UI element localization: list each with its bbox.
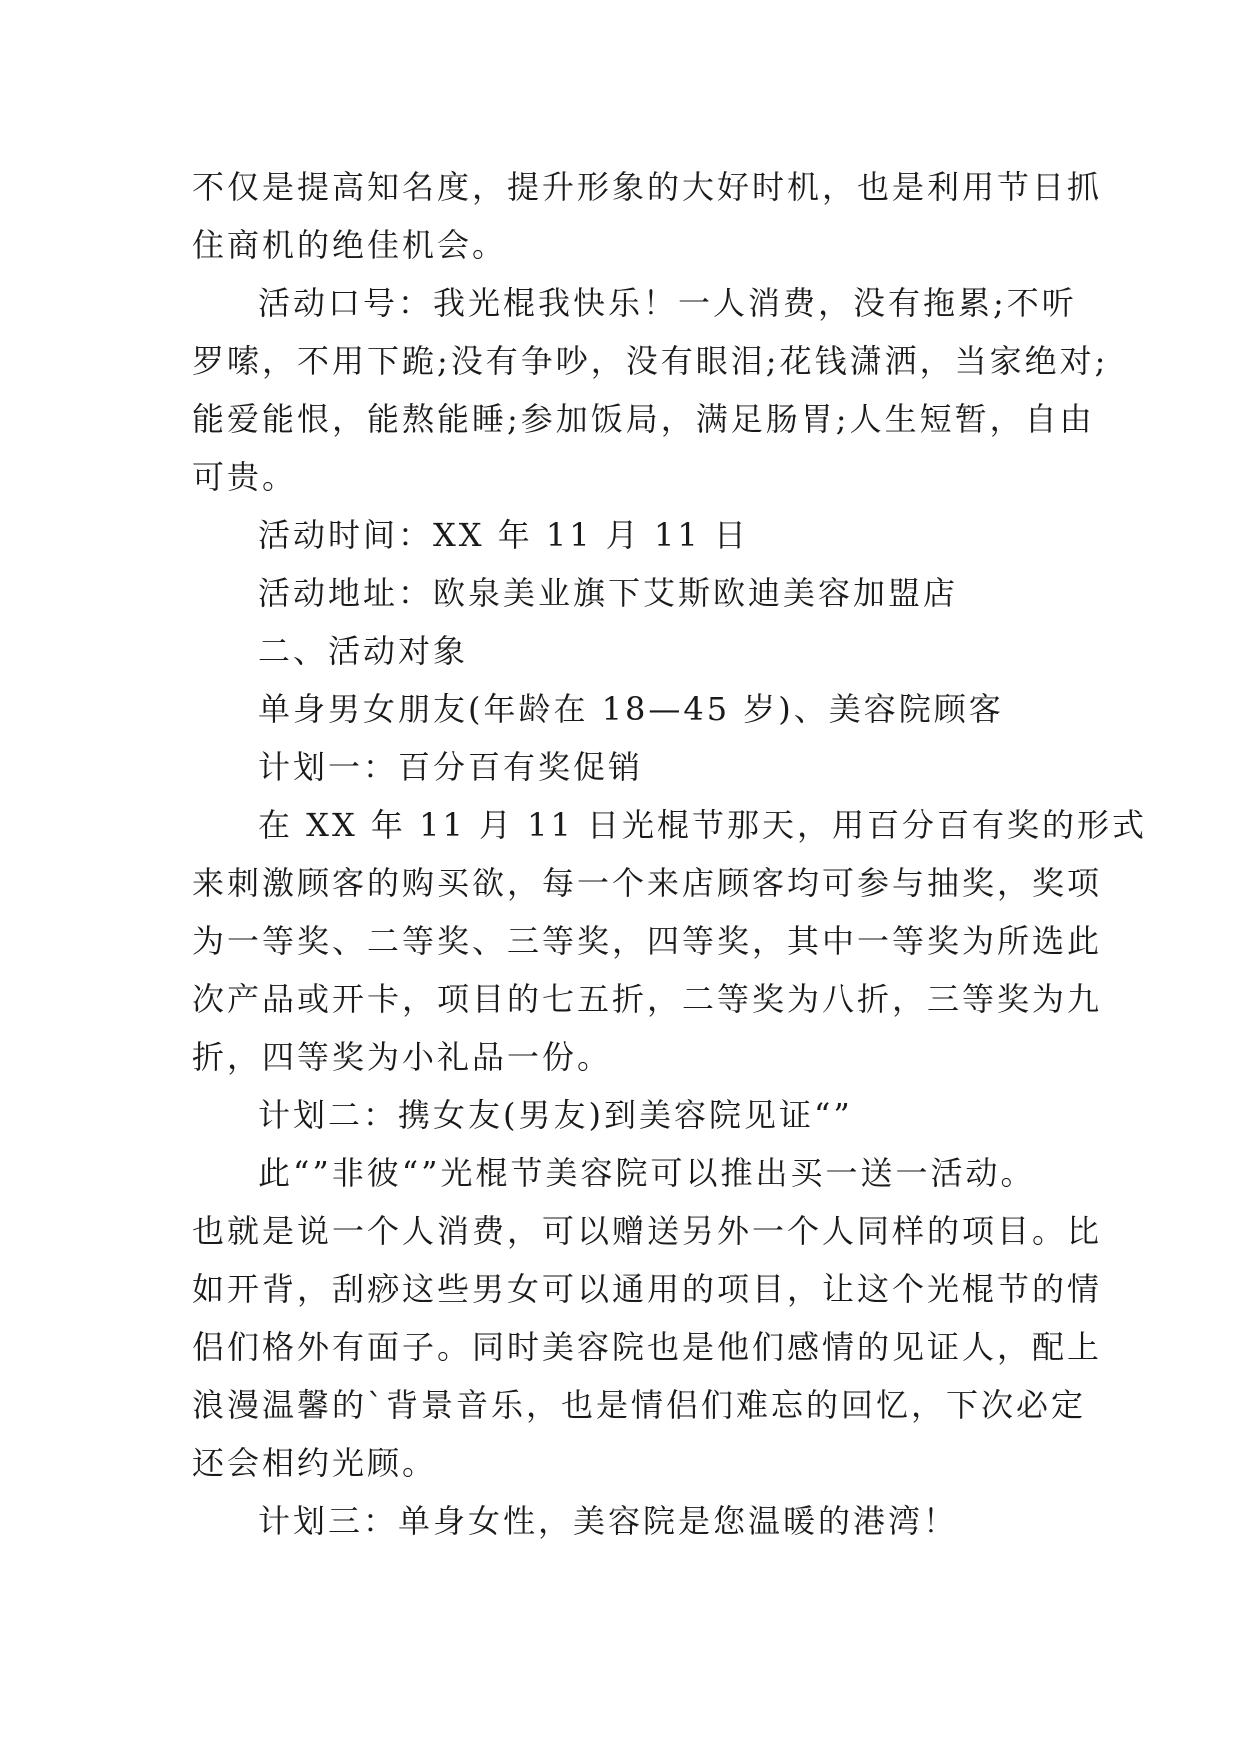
section-heading: 二、活动对象 bbox=[258, 632, 469, 670]
text-line: 罗嗦，不用下跪;没有争吵，没有眼泪;花钱潇洒，当家绝对; bbox=[192, 342, 1109, 380]
plan-heading: 计划一：百分百有奖促销 bbox=[258, 748, 644, 786]
text-line: 浪漫温馨的`背景音乐，也是情侣们难忘的回忆，下次必定 bbox=[192, 1386, 1087, 1424]
text-line: 还会相约光顾。 bbox=[192, 1444, 438, 1482]
plan-heading: 计划三：单身女性，美容院是您温暖的港湾！ bbox=[258, 1502, 959, 1540]
text-line: 活动口号：我光棍我快乐！一人消费，没有拖累;不听 bbox=[258, 284, 1077, 322]
text-line: 侣们格外有面子。同时美容院也是他们感情的见证人，配上 bbox=[192, 1328, 1103, 1366]
text-line: 能爱能恨，能熬能睡;参加饭局，满足肠胃;人生短暂，自由 bbox=[192, 400, 1095, 438]
text-line: 活动地址：欧泉美业旗下艾斯欧迪美容加盟店 bbox=[258, 574, 959, 612]
text-line: 如开背，刮痧这些男女可以通用的项目，让这个光棍节的情 bbox=[192, 1270, 1103, 1308]
text-line: 次产品或开卡，项目的七五折，二等奖为八折，三等奖为九 bbox=[192, 980, 1103, 1018]
text-line: 不仅是提高知名度，提升形象的大好时机，也是利用节日抓 bbox=[192, 168, 1103, 206]
text-line: 此“”非彼“”光棍节美容院可以推出买一送一活动。 bbox=[258, 1154, 1036, 1192]
text-line: 来刺激顾客的购买欲，每一个来店顾客均可参与抽奖，奖项 bbox=[192, 864, 1103, 902]
text-line: 在 XX 年 11 月 11 日光棍节那天，用百分百有奖的形式 bbox=[258, 806, 1148, 844]
text-line: 为一等奖、二等奖、三等奖，四等奖，其中一等奖为所选此 bbox=[192, 922, 1103, 960]
text-line: 活动时间：XX 年 11 月 11 日 bbox=[258, 516, 749, 554]
plan-heading: 计划二：携女友(男友)到美容院见证“” bbox=[258, 1096, 853, 1134]
text-line: 折，四等奖为小礼品一份。 bbox=[192, 1038, 613, 1076]
document-body bbox=[192, 158, 1148, 1550]
text-line: 单身男女朋友(年龄在 18—45 岁)、美容院顾客 bbox=[258, 690, 1004, 728]
text-line: 也就是说一个人消费，可以赠送另外一个人同样的项目。比 bbox=[192, 1212, 1103, 1250]
text-line: 可贵。 bbox=[192, 458, 298, 496]
text-line: 住商机的绝佳机会。 bbox=[192, 226, 508, 264]
